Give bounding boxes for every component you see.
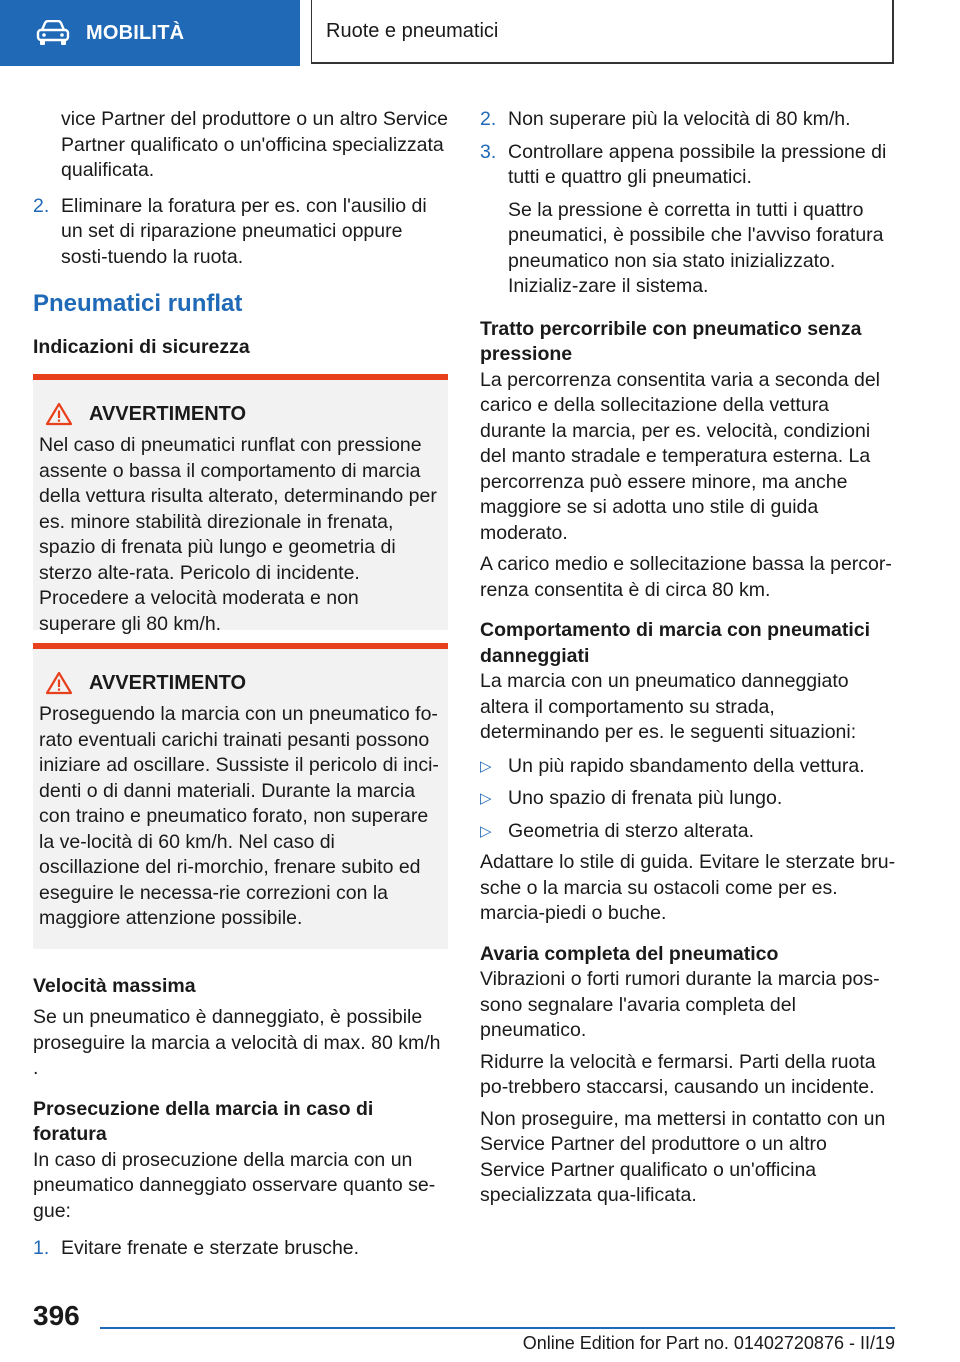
footer-divider xyxy=(100,1327,895,1329)
step-number: 3. xyxy=(480,140,497,163)
warning-text: Proseguendo la marcia con un pneumatico fo-rato eventuali carichi trainati pesanti possono iniziare ad oscillare. Sussiste il pericolo di inci-denti o di danni materiali. Durante la marcia con traino e pneumatico forato, non superare la ve-locità di 60 km/h. Nel caso di oscillazione del ri-morchio, frenare subito ed eseguire le necessa-rie correzioni con la maggiore attenzione possibile. xyxy=(39,703,439,929)
failure-text-3: Non proseguire, ma mettersi in contatto con un Service Partner del produttore o un altro Service Partner qualificato o un'officina specializzata qua-lificata. xyxy=(480,1107,886,1206)
warning-triangle-icon xyxy=(45,402,73,426)
flat-text: In caso di prosecuzione della marcia con un pneumatico danneggiato osservare quanto se-gue: xyxy=(33,1148,436,1222)
step-text: Non superare più la velocità di 80 km/h. xyxy=(508,108,851,130)
list-item xyxy=(33,194,448,271)
behavior-text: La marcia con un pneumatico danneggiato altera il comportamento su strada, determinando per es. le seguenti situazioni: xyxy=(480,670,857,743)
section-tab[interactable] xyxy=(0,0,300,66)
step-text: Eliminare la foratura per es. con l'ausilio di un set di riparazione pneumatici oppure sosti-tuendo la ruota. xyxy=(61,194,427,268)
warning-title: AVVERTIMENTO xyxy=(89,402,247,425)
page-number: 396 xyxy=(33,1300,80,1331)
list-item xyxy=(480,754,896,780)
warning-text: Nel caso di pneumatici runflat con pressione assente o bassa il comportamento di marcia della vettura risulta alterato, determinando per es. minore stabilità direzionale in frenata, spazio di frenata più lungo e geometria di sterzo alte-rata. Pericolo di incidente. Procedere a velocità moderata e non superare gli 80 km/h. xyxy=(39,434,437,635)
step-number: 1. xyxy=(33,1237,50,1259)
speed-text: Se un pneumatico è danneggiato, è possibile proseguire la marcia a velocità di max. 80 km/h . xyxy=(33,1006,441,1079)
bullet-text: Uno spazio di frenata più lungo. xyxy=(508,787,783,809)
bullet-text: Geometria di sterzo alterata. xyxy=(508,819,755,842)
bullet-marker-icon: ▷ xyxy=(480,757,492,775)
warning-triangle-icon xyxy=(45,671,73,695)
breadcrumb xyxy=(311,0,894,64)
section-label: MOBILITÀ xyxy=(86,21,185,44)
bullet-marker-icon: ▷ xyxy=(480,822,492,840)
car-icon xyxy=(36,20,70,46)
failure-heading: Avaria completa del pneumatico xyxy=(480,942,779,965)
failure-text: Vibrazioni o forti rumori durante la marcia pos-sono segnalare l'avaria completa del pneumatico. xyxy=(480,968,880,1041)
warning-title: AVVERTIMENTO xyxy=(89,671,247,694)
behavior-text-2: Adattare lo stile di guida. Evitare le sterzate bru-sche o la marcia su ostacoli come per es. marcia-piedi o buche. xyxy=(480,851,896,924)
list-item xyxy=(480,107,896,133)
step-note: Se la pressione è corretta in tutti i quattro pneumatici, è possibile che l'avviso foratura pneumatico non sia stato inizializzato. Inizializ-zare il sistema. xyxy=(508,198,884,297)
failure-text-2: Ridurre la velocità e fermarsi. Parti della ruota po-trebbero staccarsi, causando un incidente. xyxy=(480,1050,876,1098)
flat-heading: Prosecuzione della marcia in caso di foratura xyxy=(33,1097,374,1145)
distance-text-2: A carico medio e sollecitazione bassa la percor-renza consentita è di circa 80 km. xyxy=(480,553,892,601)
step-text: Controllare appena possibile la pressione di tutti e quattro gli pneumatici. xyxy=(508,140,887,188)
distance-heading: Tratto percorribile con pneumatico senza pressione xyxy=(480,317,862,365)
breadcrumb-label: Ruote e pneumatici xyxy=(326,19,499,42)
left-column xyxy=(33,96,448,1262)
behavior-heading: Comportamento di marcia con pneumatici danneggiati xyxy=(480,619,871,667)
warning-box xyxy=(33,374,448,635)
edition-text: Online Edition for Part no. 01402720876 - II/19 xyxy=(522,1333,895,1353)
step-number: 2. xyxy=(33,194,50,217)
section-title: Pneumatici runflat xyxy=(33,290,243,317)
continuation-text: vice Partner del produttore o un altro Service Partner qualificato o un'officina specializzata qualificata. xyxy=(61,108,448,181)
warning-box xyxy=(33,643,448,949)
speed-heading: Velocità massima xyxy=(33,974,196,997)
list-item xyxy=(480,819,896,845)
list-item xyxy=(33,1236,448,1262)
bullet-text: Un più rapido sbandamento della vettura. xyxy=(508,754,865,777)
safety-heading: Indicazioni di sicurezza xyxy=(33,336,250,358)
right-column xyxy=(480,96,896,1209)
list-item xyxy=(480,140,896,191)
bullet-marker-icon: ▷ xyxy=(480,790,492,807)
list-item xyxy=(480,786,896,812)
step-number: 2. xyxy=(480,108,497,130)
distance-text: La percorrenza consentita varia a seconda del carico e della sollecitazione della vettura durante la marcia, per es. velocità, condizioni del manto stradale e temperatura esterna. La percorrenza può essere minore, ma anche maggiore se si adotta uno stile di guida moderato. xyxy=(480,368,880,544)
step-text: Evitare frenate e sterzate brusche. xyxy=(61,1237,360,1259)
